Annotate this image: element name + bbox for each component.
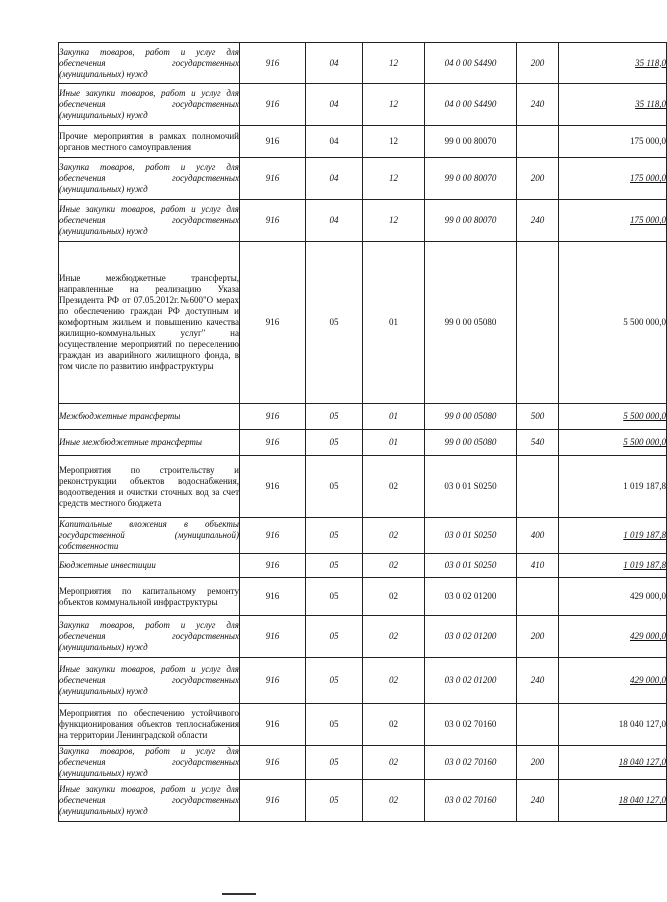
row-section: 05 xyxy=(306,704,363,746)
row-amount xyxy=(559,84,667,126)
row-amount xyxy=(559,126,667,158)
row-expense-type: 200 xyxy=(517,746,559,780)
row-name: Мероприятия по строительству и реконструкции объектов водоснабжения, водоотведения и очистки сточных вод за счет средств местного бюджета xyxy=(59,456,240,518)
row-subsection: 02 xyxy=(363,616,425,658)
row-expense-type xyxy=(517,126,559,158)
amount-value: 5 500 000,0 xyxy=(623,437,666,447)
row-subsection: 02 xyxy=(363,554,425,578)
row-expense-type xyxy=(517,704,559,746)
row-subsection: 02 xyxy=(363,456,425,518)
table-row xyxy=(59,578,667,616)
row-section: 04 xyxy=(306,158,363,200)
row-name: Иные закупки товаров, работ и услуг для обеспечения государственных (муниципальных) нужд xyxy=(59,84,240,126)
row-section: 05 xyxy=(306,456,363,518)
row-section: 05 xyxy=(306,242,363,404)
row-subsection: 01 xyxy=(363,242,425,404)
row-name: Иные закупки товаров, работ и услуг для обеспечения государственных (муниципальных) нужд xyxy=(59,658,240,704)
row-subsection: 02 xyxy=(363,578,425,616)
table-row xyxy=(59,430,667,456)
row-section: 05 xyxy=(306,780,363,822)
row-expense-type: 200 xyxy=(517,158,559,200)
amount-value: 429 000,0 xyxy=(630,591,666,601)
table-row xyxy=(59,746,667,780)
row-name: Мероприятия по капитальному ремонту объектов коммунальной инфраструктуры xyxy=(59,578,240,616)
row-section: 04 xyxy=(306,126,363,158)
row-expense-type: 500 xyxy=(517,404,559,430)
row-section: 05 xyxy=(306,404,363,430)
row-amount xyxy=(559,158,667,200)
row-target-code: 03 0 02 70160 xyxy=(425,746,517,780)
amount-value: 1 019 187,8 xyxy=(623,481,666,491)
row-name: Межбюджетные трансферты xyxy=(59,404,240,430)
row-target-code: 04 0 00 S4490 xyxy=(425,43,517,84)
row-target-code: 99 0 00 80070 xyxy=(425,200,517,242)
row-section: 05 xyxy=(306,658,363,704)
amount-value: 18 040 127,0 xyxy=(618,719,666,729)
row-target-code: 03 0 02 70160 xyxy=(425,704,517,746)
row-target-code: 99 0 00 80070 xyxy=(425,158,517,200)
row-subsection: 02 xyxy=(363,704,425,746)
row-subsection: 12 xyxy=(363,126,425,158)
row-expense-type xyxy=(517,456,559,518)
row-code: 916 xyxy=(240,704,306,746)
row-section: 05 xyxy=(306,430,363,456)
table-row xyxy=(59,518,667,554)
row-subsection: 02 xyxy=(363,746,425,780)
row-target-code: 99 0 00 05080 xyxy=(425,404,517,430)
table-row xyxy=(59,84,667,126)
row-name: Бюджетные инвестиции xyxy=(59,554,240,578)
row-name: Закупка товаров, работ и услуг для обеспечения государственных (муниципальных) нужд xyxy=(59,158,240,200)
row-target-code: 03 0 02 01200 xyxy=(425,658,517,704)
row-expense-type: 240 xyxy=(517,780,559,822)
row-expense-type: 200 xyxy=(517,43,559,84)
row-expense-type: 540 xyxy=(517,430,559,456)
row-code: 916 xyxy=(240,780,306,822)
row-name: Закупка товаров, работ и услуг для обеспечения государственных (муниципальных) нужд xyxy=(59,616,240,658)
row-subsection: 12 xyxy=(363,200,425,242)
row-amount xyxy=(559,456,667,518)
row-subsection: 01 xyxy=(363,404,425,430)
amount-value: 5 500 000,0 xyxy=(623,317,666,327)
row-section: 04 xyxy=(306,84,363,126)
row-target-code: 03 0 02 70160 xyxy=(425,780,517,822)
row-name: Закупка товаров, работ и услуг для обеспечения государственных (муниципальных) нужд xyxy=(59,43,240,84)
row-name: Иные межбюджетные трансферты, направленные на реализацию Указа Президента РФ от 07.05.2012г.№600"О мерах по обеспечению граждан РФ доступным и комфортным жильем и повышению качества жилищно-коммунальных услуг" на осуществление мероприятий по переселению граждан из аварийного жилищного фонда, в том числе по развитию инфраструктуры xyxy=(59,242,240,404)
row-section: 05 xyxy=(306,518,363,554)
row-target-code: 03 0 01 S0250 xyxy=(425,456,517,518)
row-code: 916 xyxy=(240,404,306,430)
table-row xyxy=(59,658,667,704)
row-code: 916 xyxy=(240,43,306,84)
row-code: 916 xyxy=(240,126,306,158)
row-target-code: 04 0 00 S4490 xyxy=(425,84,517,126)
row-section: 04 xyxy=(306,200,363,242)
row-name: Мероприятия по обеспечению устойчивого функционирования объектов теплоснабжения на территории Ленинградской области xyxy=(59,704,240,746)
amount-value: 18 040 127,0 xyxy=(618,795,666,805)
budget-table-body xyxy=(59,43,667,822)
table-row xyxy=(59,456,667,518)
row-target-code: 99 0 00 80070 xyxy=(425,126,517,158)
row-section: 05 xyxy=(306,616,363,658)
row-expense-type: 240 xyxy=(517,84,559,126)
row-amount xyxy=(559,780,667,822)
row-subsection: 02 xyxy=(363,780,425,822)
row-subsection: 01 xyxy=(363,430,425,456)
row-name: Закупка товаров, работ и услуг для обеспечения государственных (муниципальных) нужд xyxy=(59,746,239,778)
amount-value: 175 000,0 xyxy=(630,173,666,183)
row-target-code: 99 0 00 05080 xyxy=(425,242,517,404)
row-name: Иные межбюджетные трансферты xyxy=(59,430,240,456)
row-amount xyxy=(559,616,667,658)
table-row xyxy=(59,200,667,242)
row-subsection: 02 xyxy=(363,658,425,704)
amount-value: 18 040 127,0 xyxy=(618,757,666,767)
row-name: Капитальные вложения в объекты государственной (муниципальной) собственности xyxy=(59,518,240,554)
row-code: 916 xyxy=(240,456,306,518)
amount-value: 175 000,0 xyxy=(630,215,666,225)
row-target-code: 03 0 01 S0250 xyxy=(425,554,517,578)
row-amount xyxy=(559,242,667,404)
row-expense-type: 240 xyxy=(517,200,559,242)
table-row xyxy=(59,780,667,822)
row-code: 916 xyxy=(240,158,306,200)
row-expense-type: 240 xyxy=(517,658,559,704)
row-code: 916 xyxy=(240,746,306,780)
row-target-code: 99 0 00 05080 xyxy=(425,430,517,456)
row-code: 916 xyxy=(240,554,306,578)
table-row xyxy=(59,242,667,404)
amount-value: 5 500 000,0 xyxy=(623,411,666,421)
row-code: 916 xyxy=(240,242,306,404)
row-code: 916 xyxy=(240,84,306,126)
row-code: 916 xyxy=(240,616,306,658)
amount-value: 1 019 187,8 xyxy=(623,530,666,540)
row-subsection: 12 xyxy=(363,158,425,200)
row-name: Иные закупки товаров, работ и услуг для обеспечения государственных (муниципальных) нужд xyxy=(59,780,240,822)
row-code: 916 xyxy=(240,200,306,242)
row-expense-type xyxy=(517,242,559,404)
amount-value: 429 000,0 xyxy=(630,675,666,685)
row-expense-type xyxy=(517,578,559,616)
row-name: Прочие мероприятия в рамках полномочий органов местного самоуправления xyxy=(59,126,240,158)
row-target-code: 03 0 02 01200 xyxy=(425,578,517,616)
table-row xyxy=(59,554,667,578)
row-amount xyxy=(559,578,667,616)
page-footer-mark xyxy=(222,893,256,895)
row-amount xyxy=(559,658,667,704)
row-section: 05 xyxy=(306,578,363,616)
row-target-code: 03 0 02 01200 xyxy=(425,616,517,658)
row-section: 05 xyxy=(306,554,363,578)
budget-table xyxy=(58,42,667,822)
row-amount xyxy=(559,518,667,554)
amount-value: 175 000,0 xyxy=(630,136,666,146)
table-row xyxy=(59,616,667,658)
row-code: 916 xyxy=(240,578,306,616)
row-amount xyxy=(559,200,667,242)
row-amount xyxy=(559,704,667,746)
row-amount xyxy=(559,554,667,578)
amount-value: 429 000,0 xyxy=(630,631,666,641)
row-amount xyxy=(559,746,667,780)
row-code: 916 xyxy=(240,518,306,554)
row-expense-type: 400 xyxy=(517,518,559,554)
row-section: 04 xyxy=(306,43,363,84)
table-row xyxy=(59,126,667,158)
row-subsection: 12 xyxy=(363,84,425,126)
table-row xyxy=(59,43,667,84)
row-subsection: 12 xyxy=(363,43,425,84)
amount-value: 35 118,0 xyxy=(635,57,666,68)
row-amount xyxy=(559,43,667,84)
amount-value: 1 019 187,8 xyxy=(623,560,666,570)
row-amount xyxy=(559,430,667,456)
row-name: Иные закупки товаров, работ и услуг для обеспечения государственных (муниципальных) нужд xyxy=(59,200,240,242)
table-row xyxy=(59,704,667,746)
table-row xyxy=(59,404,667,430)
row-subsection: 02 xyxy=(363,518,425,554)
amount-value: 35 118,0 xyxy=(635,99,666,109)
row-amount xyxy=(559,404,667,430)
row-code: 916 xyxy=(240,658,306,704)
row-expense-type: 410 xyxy=(517,554,559,578)
table-row xyxy=(59,158,667,200)
row-expense-type: 200 xyxy=(517,616,559,658)
row-section: 05 xyxy=(306,746,363,780)
row-code: 916 xyxy=(240,430,306,456)
row-target-code: 03 0 01 S0250 xyxy=(425,518,517,554)
